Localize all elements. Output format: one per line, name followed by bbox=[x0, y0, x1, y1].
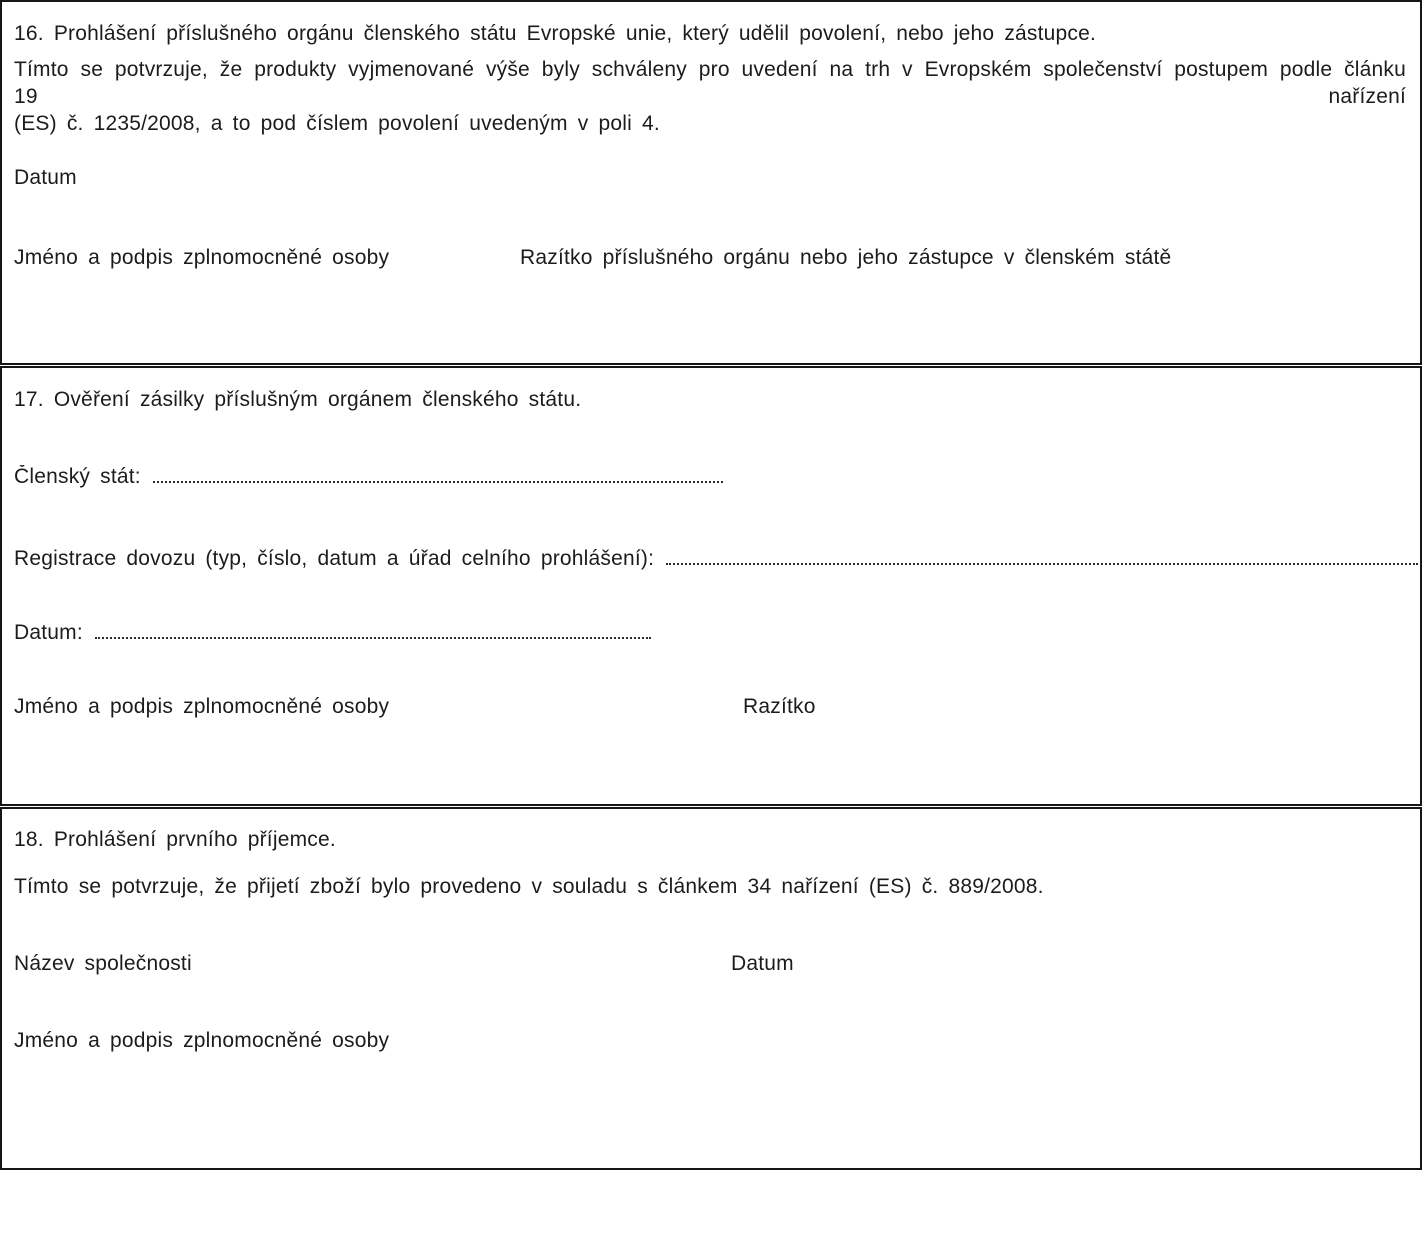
section-16-signature-label: Jméno a podpis zplnomocněné osoby bbox=[14, 246, 390, 269]
section-16-authority-declaration bbox=[0, 0, 1422, 365]
section-17-date-fill-line bbox=[95, 622, 651, 639]
section-17-title: 17. Ověření zásilky příslušným orgánem členského státu. bbox=[14, 388, 582, 411]
section-16-body-line2: (ES) č. 1235/2008, a to pod číslem povolení uvedeným v poli 4. bbox=[14, 112, 660, 135]
section-16-signature-row bbox=[2, 246, 1420, 270]
section-16-body bbox=[14, 56, 1406, 137]
section-17-signature-row bbox=[2, 695, 1420, 719]
section-18-first-consignee-declaration bbox=[0, 807, 1422, 1170]
import-registration-fill-line bbox=[666, 548, 1418, 565]
section-18-signature-row bbox=[2, 1029, 1420, 1053]
section-17-member-state-row bbox=[2, 465, 1420, 489]
company-name-label: Název společnosti bbox=[14, 952, 192, 975]
section-18-body: Tímto se potvrzuje, že přijetí zboží bylo provedeno v souladu s článkem 34 nařízení (ES) č. 889/2008. bbox=[14, 875, 1044, 898]
section-17-import-registration-row bbox=[2, 547, 1420, 571]
section-17-stamp-label: Razítko bbox=[743, 695, 816, 718]
section-17-signature-label: Jméno a podpis zplnomocněné osoby bbox=[14, 695, 390, 718]
section-16-title: 16. Prohlášení příslušného orgánu členského státu Evropské unie, který udělil povolení, nebo jeho zástupce. bbox=[14, 22, 1097, 45]
member-state-label: Členský stát: bbox=[14, 465, 141, 488]
section-16-stamp-label: Razítko příslušného orgánu nebo jeho zástupce v členském státě bbox=[520, 246, 1172, 269]
import-registration-label: Registrace dovozu (typ, číslo, datum a úřad celního prohlášení): bbox=[14, 547, 655, 570]
section-18-signature-label: Jméno a podpis zplnomocněné osoby bbox=[14, 1029, 390, 1052]
section-16-date-label: Datum bbox=[14, 166, 77, 189]
section-17-date-label: Datum: bbox=[14, 621, 83, 644]
section-17-consignment-verification bbox=[0, 366, 1422, 806]
section-18-company-date-row bbox=[2, 952, 1420, 976]
section-18-title: 18. Prohlášení prvního příjemce. bbox=[14, 828, 336, 851]
section-17-date-row bbox=[2, 621, 1420, 645]
section-18-date-label: Datum bbox=[731, 952, 794, 975]
member-state-fill-line bbox=[153, 466, 723, 483]
section-16-body-line1: Tímto se potvrzuje, že produkty vyjmenované výše byly schváleny pro uvedení na trh v Evropském společenství postupem podle článku 19 nařízení bbox=[14, 58, 1406, 108]
